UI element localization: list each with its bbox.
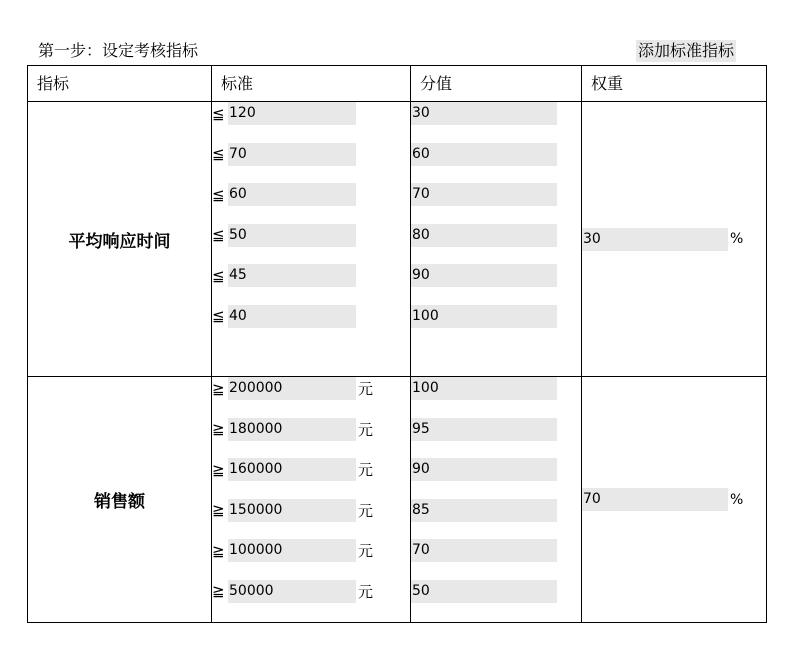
score-line: [411, 305, 581, 328]
score-line: [411, 102, 581, 125]
criterion-input[interactable]: [228, 305, 356, 328]
assessment-table: [27, 65, 767, 623]
score-input[interactable]: [411, 224, 557, 247]
gte-symbol: ≧: [212, 501, 225, 519]
currency-unit: 元: [358, 420, 374, 439]
score-line: [411, 183, 581, 206]
score-cell: [411, 102, 582, 377]
score-cell: [411, 377, 582, 623]
criterion-line: [212, 580, 410, 603]
score-input[interactable]: [411, 143, 557, 166]
gte-symbol: ≧: [212, 541, 225, 560]
score-line: [411, 377, 581, 400]
criterion-line: [212, 458, 410, 481]
gte-symbol: ≧: [212, 420, 225, 438]
weight-cell: [582, 102, 767, 377]
indicator-row-sales: [28, 377, 767, 623]
percent-unit: %: [730, 231, 744, 247]
criterion-line: [212, 539, 410, 562]
weight-line: [582, 228, 766, 251]
gte-symbol: ≧: [212, 582, 225, 600]
score-input[interactable]: [411, 102, 557, 125]
score-input[interactable]: [411, 418, 557, 441]
criterion-input[interactable]: [228, 224, 356, 247]
score-input[interactable]: [411, 539, 557, 562]
criterion-line: [212, 183, 410, 206]
criterion-line: [212, 305, 410, 328]
score-line: [411, 499, 581, 522]
currency-unit: 元: [358, 582, 374, 601]
standard-cell: [212, 102, 411, 377]
score-input[interactable]: [411, 580, 557, 603]
criterion-line: [212, 102, 410, 125]
gte-symbol: ≧: [212, 379, 225, 398]
standard-cell: [212, 377, 411, 623]
weight-input[interactable]: [582, 488, 728, 511]
lte-symbol: ≦: [212, 185, 225, 204]
criterion-line: [212, 224, 410, 247]
score-input[interactable]: [411, 499, 557, 522]
criterion-line: [212, 264, 410, 287]
score-line: [411, 143, 581, 166]
currency-unit: 元: [358, 542, 374, 560]
lte-symbol: ≦: [212, 266, 225, 285]
criterion-input[interactable]: [228, 183, 356, 206]
score-line: [411, 539, 581, 562]
criterion-input[interactable]: [228, 418, 356, 441]
lte-symbol: ≦: [212, 226, 225, 244]
score-line: [411, 580, 581, 603]
criterion-line: [212, 418, 410, 441]
criterion-input[interactable]: [228, 499, 356, 522]
indicator-row-response-time: [28, 102, 767, 377]
weight-line: [582, 488, 766, 511]
criterion-input[interactable]: [228, 264, 356, 287]
currency-unit: 元: [358, 501, 374, 520]
lte-symbol: ≦: [212, 307, 225, 325]
criterion-input[interactable]: [228, 377, 356, 400]
header-weight: 权重: [582, 66, 767, 102]
score-line: [411, 224, 581, 247]
step-title: 第一步：设定考核指标: [38, 41, 199, 60]
indicator-name: 销售额: [28, 377, 212, 623]
criterion-input[interactable]: [228, 580, 356, 603]
score-input[interactable]: [411, 377, 557, 400]
criterion-line: [212, 143, 410, 166]
header-standard: 标准: [212, 66, 411, 102]
header-row: [28, 66, 767, 102]
score-line: [411, 264, 581, 287]
criterion-input[interactable]: [228, 539, 356, 562]
indicator-name: 平均响应时间: [28, 102, 212, 377]
add-standard-indicator-button[interactable]: 添加标准指标: [638, 41, 735, 60]
score-line: [411, 418, 581, 441]
score-input[interactable]: [411, 264, 557, 287]
currency-unit: 元: [358, 380, 374, 398]
lte-symbol: ≦: [212, 145, 225, 163]
weight-cell: [582, 377, 767, 623]
gte-symbol: ≧: [212, 460, 225, 479]
percent-unit: %: [730, 491, 744, 508]
score-input[interactable]: [411, 458, 557, 481]
weight-input[interactable]: [582, 228, 728, 251]
lte-symbol: ≦: [212, 104, 225, 123]
criterion-line: [212, 377, 410, 400]
criterion-input[interactable]: [228, 143, 356, 166]
criterion-input[interactable]: [228, 102, 356, 125]
currency-unit: 元: [358, 461, 374, 479]
header-indicator: 指标: [28, 66, 212, 102]
criterion-input[interactable]: [228, 458, 356, 481]
score-input[interactable]: [411, 305, 557, 328]
score-line: [411, 458, 581, 481]
criterion-line: [212, 499, 410, 522]
score-input[interactable]: [411, 183, 557, 206]
header-score: 分值: [411, 66, 582, 102]
